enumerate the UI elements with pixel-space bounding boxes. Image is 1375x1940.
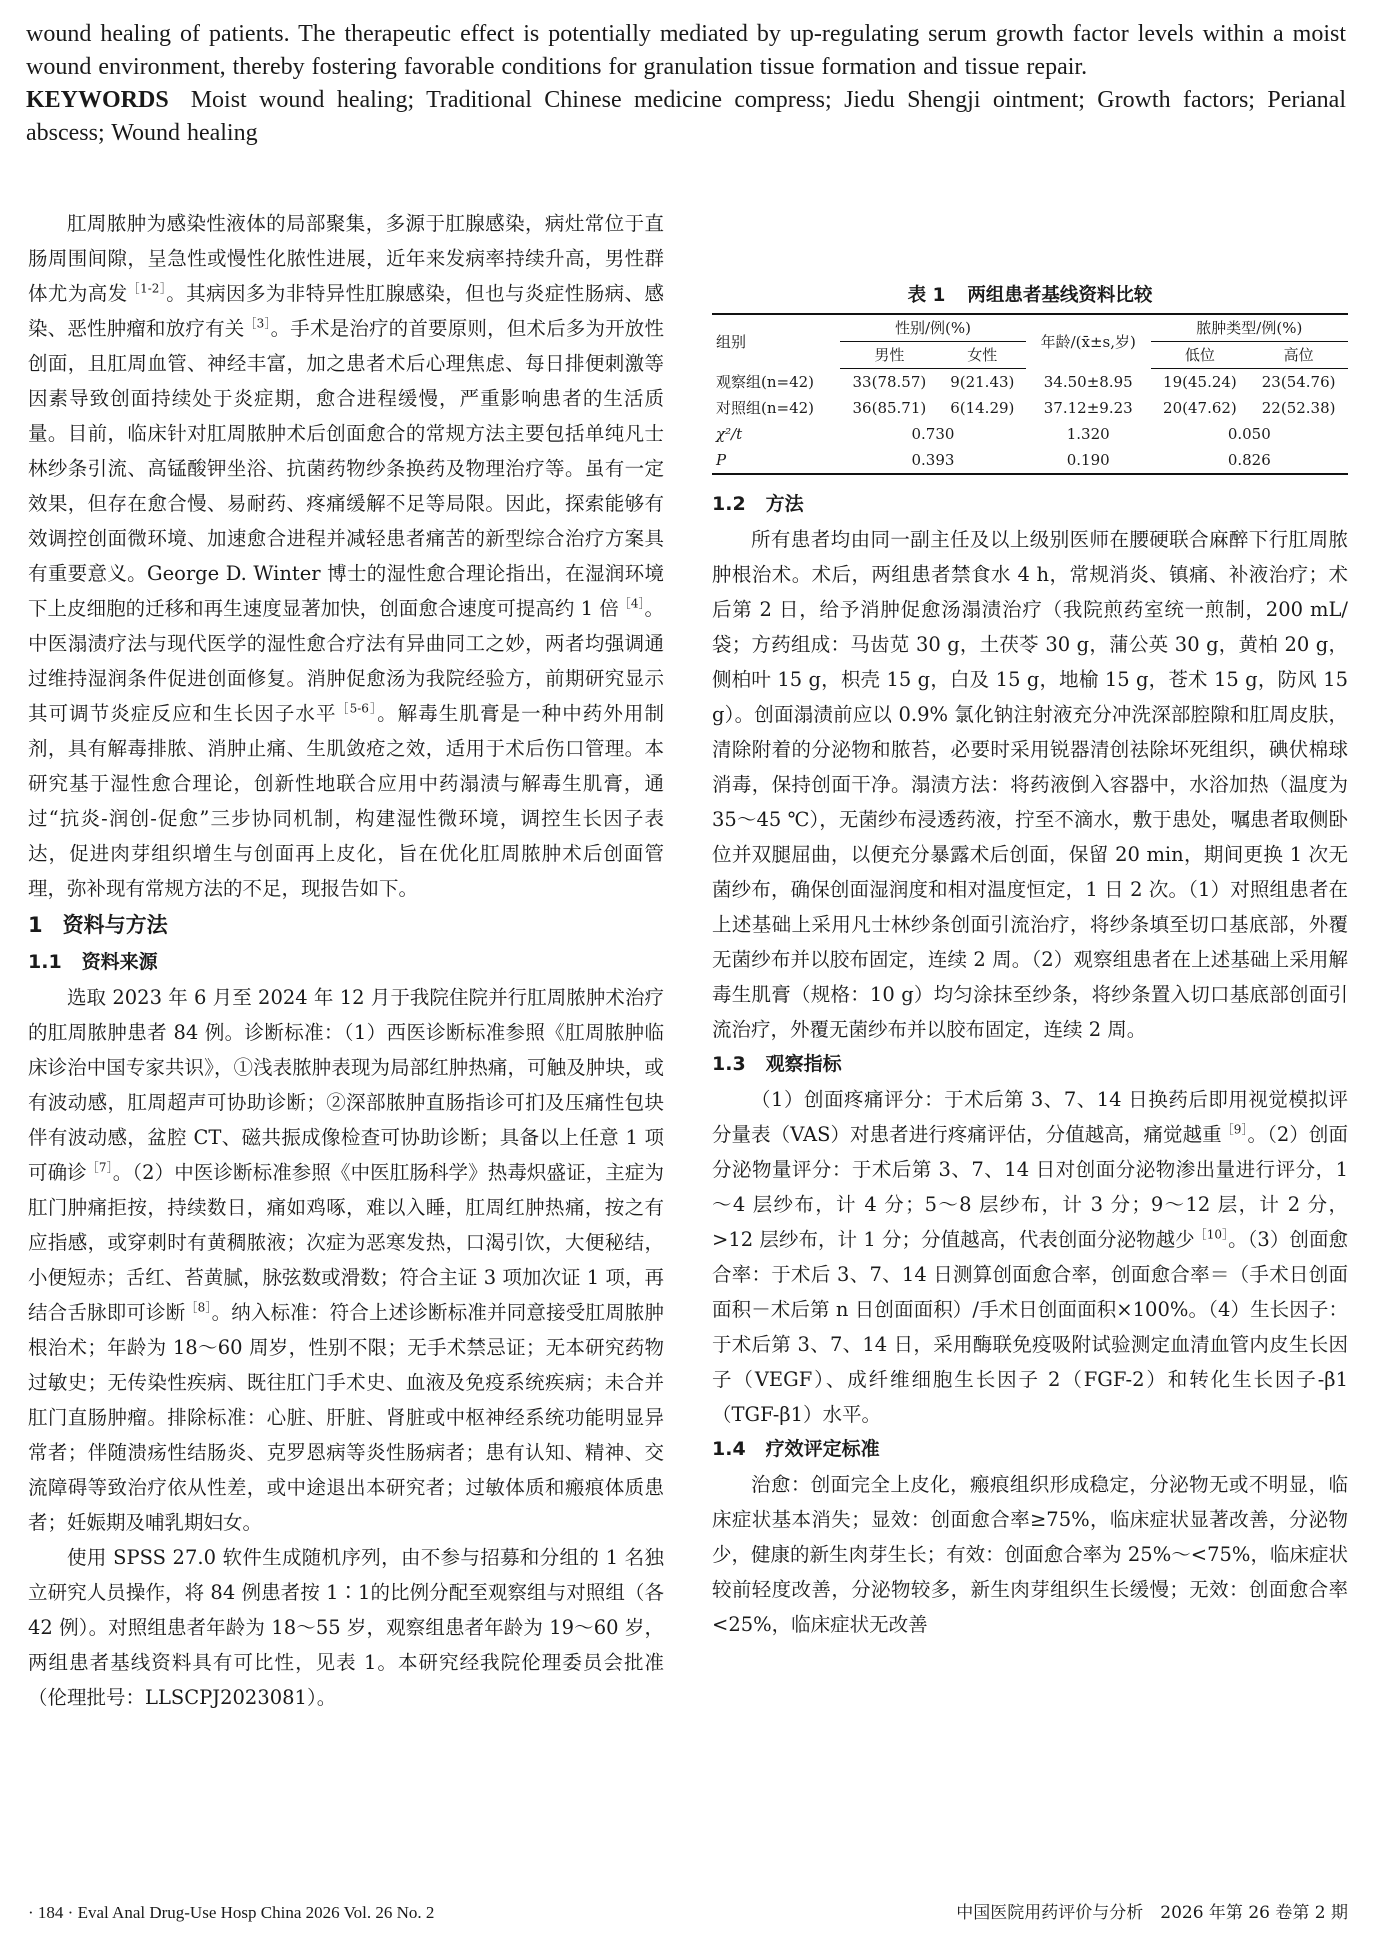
table-header-sex: 性别/例(%): [840, 314, 1026, 342]
keywords-text: Moist wound healing; Traditional Chinese medicine compress; Jiedu Shengji ointment; Growth factors; Perianal abscess; Wound healing: [26, 87, 1346, 146]
table-caption: [712, 279, 1348, 313]
subsection-heading-1-3: 1.3 观察指标: [712, 1053, 842, 1075]
citation: ［3］: [244, 316, 271, 331]
left-column: [28, 206, 664, 1715]
right-column: [712, 170, 1348, 1642]
table-row: 对照组(n=42) 36(85.71) 6(14.29) 37.12±9.23 20(47.62) 22(52.38): [716, 399, 1336, 417]
methods-paragraph: 所有患者均由同一副主任及以上级别医师在腰硬联合麻醉下行肛周脓肿根治术。术后，两组患者禁食水 4 h，常规消炎、镇痛、补液治疗；术后第 2 日，给予消肿促愈汤溻渍治疗（我院煎药室统一煎制，200 mL/袋；方药组成：马齿苋 30 g，土茯苓 30 g，蒲公英 30 g，黄柏 20 g，侧柏叶 15 g，枳壳 15 g，白及 15 g，地榆 15 g，苍术 15 g，防风 15 g）。创面溻渍前应以 0.9% 氯化钠注射液充分冲洗深部腔隙和肛周皮肤，清除附着的分泌物和脓苔，必要时采用锐器清创祛除坏死组织，碘伏棉球消毒，保持创面干净。溻渍方法：将药液倒入容器中，水浴加热（温度为 35～45 ℃），无菌纱布浸透药液，拧至不滴水，敷于患处，嘱患者取侧卧位并双腿屈曲，以便充分暴露术后创面，保留 20 min，期间更换 1 次无菌纱布，确保创面湿润度和相对温度恒定，1 日 2 次。（1）对照组患者在上述基础上采用凡士林纱条创面引流治疗，将纱条填至切口基底部，外覆无菌纱布并以胶布固定，连续 2 周。（2）观察组患者在上述基础上采用解毒生肌膏（规格：10 g）均匀涂抹至纱条，将纱条置入切口基底部创面引流治疗，外覆无菌纱布并以胶布固定，连续 2 周。: [712, 528, 1348, 1041]
citation: ［7］: [86, 1160, 113, 1175]
subsection-heading-1-4: 1.4 疗效评定标准: [712, 1438, 880, 1460]
column-continuation-space: [712, 170, 1348, 275]
english-abstract-tail: [26, 18, 1346, 150]
keywords-label: KEYWORDS: [26, 87, 169, 113]
citation: ［10］: [1194, 1227, 1229, 1242]
randomization-paragraph: 使用 SPSS 27.0 软件生成随机序列，由不参与招募和分组的 1 名独立研究人员操作，将 84 例患者按 1∶1的比例分配至观察组与对照组（各 42 例）。对照组患者年龄为 18～55 岁，观察组患者年龄为 19～60 岁，两组患者基线资料具有可比性，见表 1。本研究经我院伦理委员会批准（伦理批号：LLSCPJ2023081）。: [28, 1546, 664, 1709]
table-stat-row: χ²/t 0.730 1.320 0.050: [716, 425, 1271, 443]
subsection-heading-1-1: 1.1 资料来源: [28, 951, 158, 973]
table-header-high: 高位: [1249, 342, 1348, 369]
page-footer: [28, 1898, 1348, 1928]
abstract-continuation: wound healing of patients. The therapeutic effect is potentially mediated by up-regulating serum growth factor levels within a moist wound environment, thereby fostering favorable conditions for granulation tissue formation and tissue repair.: [26, 21, 1346, 80]
subsection-heading-1-2: 1.2 方法: [712, 493, 804, 515]
citation: ［4］: [618, 596, 645, 611]
table-header-female: 女性: [939, 342, 1026, 369]
table-header-age: 年龄/(x̄±s,岁): [1026, 314, 1151, 369]
keywords-line: [26, 84, 1346, 150]
footer-right: 中国医院用药评价与分析 2026 年第 26 卷第 2 期: [956, 1903, 1348, 1923]
table-label: 表 1: [907, 285, 946, 306]
table-p-row: P 0.393 0.190 0.826: [712, 447, 1348, 474]
table-header-male: 男性: [840, 342, 939, 369]
citation: ［5-6］: [336, 701, 378, 716]
footer-left: · 184 · Eval Anal Drug-Use Hosp China 2026 Vol. 26 No. 2: [28, 1903, 435, 1922]
citation: ［9］: [1221, 1122, 1248, 1137]
table-title: 两组患者基线资料比较: [967, 285, 1153, 306]
section-heading-1: 1 资料与方法: [28, 913, 168, 937]
table-header-group: 组别: [712, 314, 840, 369]
indicators-paragraph: （1）创面疼痛评分：于术后第 3、7、14 日换药后即用视觉模拟评分量表（VAS）对患者进行疼痛评估，分值越高，痛觉越重$^{[9]}$。（2）创面分泌物量评分：于术后第 3、7、14 日对创面分泌物渗出量进行评分，1～4 层纱布，计 4 分；5～8 层纱布，计 3 分；9～12 层，计 2 分，>12 层纱布，计 1 分；分值越高，代表创面分泌物越少$^{[10]}$。（3）创面愈合率：于术后 3、7、14 日测算创面愈合率，创面愈合率＝（手术日创面面积－术后第 n 日创面面积）/手术日创面面积×100%。（4）生长因子：于术后第 3、7、14 日，采用酶联免疫吸附试验测定血清血管内皮生长因子（VEGF）、成纤维细胞生长因子 2（FGF-2）和转化生长因子-β1（TGF-β1）水平。: [712, 1088, 1348, 1426]
intro-paragraph: 肛周脓肿为感染性液体的局部聚集，多源于肛腺感染，病灶常位于直肠周围间隙，呈急性或慢性化脓性进展，近年来发病率持续升高，男性群体尤为高发$^{[1-2]}$。其病因多为非特异性肛腺感染，但也与炎症性肠病、感染、恶性肿瘤和放疗有关$^{[3]}$。手术是治疗的首要原则，但术后多为开放性创面，且肛周血管、神经丰富，加之患者术后心理焦虑、每日排便刺激等因素导致创面持续处于炎症期，愈合进程缓慢，严重影响患者的生活质量。目前，临床针对肛周脓肿术后创面愈合的常规方法主要包括单纯凡士林纱条引流、高锰酸钾坐浴、抗菌药物纱条换药及物理治疗等。虽有一定效果，但存在愈合慢、易耐药、疼痛缓解不足等局限。因此，探索能够有效调控创面微环境、加速愈合进程并减轻患者痛苦的新型综合治疗方案具有重要意义。George D. Winter 博士的湿性愈合理论指出，在湿润环境下上皮细胞的迁移和再生速度显著加快，创面愈合速度可提高约 1 倍$^{[4]}$。中医溻渍疗法与现代医学的湿性愈合疗法有异曲同工之妙，两者均强调通过维持湿润条件促进创面修复。消肿促愈汤为我院经验方，前期研究显示其可调节炎症反应和生长因子水平$^{[5-6]}$。解毒生肌膏是一种中药外用制剂，具有解毒排脓、消肿止痛、生肌敛疮之效，适用于术后伤口管理。本研究基于湿性愈合理论，创新性地联合应用中药溻渍与解毒生肌膏，通过“抗炎-润创-促愈”三步协同机制，构建湿性微环境，调控生长因子表达，促进肉芽组织增生与创面再上皮化，旨在优化肛周脓肿术后创面管理，弥补现有常规方法的不足，现报告如下。: [28, 212, 664, 900]
citation: ［1-2］: [127, 281, 167, 296]
table-row: 观察组(n=42) 33(78.57) 9(21.43) 34.50±8.95 19(45.24) 23(54.76): [716, 372, 1336, 391]
criteria-paragraph: 治愈：创面完全上皮化，瘢痕组织形成稳定，分泌物无或不明显，临床症状基本消失；显效：创面愈合率≥75%，临床症状显著改善，分泌物少，健康的新生肉芽生长；有效：创面愈合率为 25%～<75%，临床症状较前轻度改善，分泌物较多，新生肉芽组织生长缓慢；无效：创面愈合率<25%，临床症状无改善: [712, 1473, 1348, 1636]
table-header-type: 脓肿类型/例(%): [1151, 314, 1348, 342]
materials-paragraph: 选取 2023 年 6 月至 2024 年 12 月于我院住院并行肛周脓肿术治疗的肛周脓肿患者 84 例。诊断标准：（1）西医诊断标准参照《肛周脓肿临床诊治中国专家共识》，①浅表脓肿表现为局部红肿热痛，可触及肿块，或有波动感，肛周超声可协助诊断；②深部脓肿直肠指诊可扪及压痛性包块伴有波动感，盆腔 CT、磁共振成像检查可协助诊断；具备以上任意 1 项可确诊$^{[7]}$。（2）中医诊断标准参照《中医肛肠科学》热毒炽盛证，主症为肛门肿痛拒按，持续数日，痛如鸡啄，难以入睡，肛周红肿热痛，按之有应指感，或穿刺时有黄稠脓液；次症为恶寒发热，口渴引饮，大便秘结，小便短赤；舌红、苔黄腻，脉弦数或滑数；符合主证 3 项加次证 1 项，再结合舌脉即可诊断$^{[8]}$。纳入标准：符合上述诊断标准并同意接受肛周脓肿根治术；年龄为 18～60 周岁，性别不限；无手术禁忌证；无本研究药物过敏史；无传染性疾病、既往肛门手术史、血液及免疫系统疾病；未合并肛门直肠肿瘤。排除标准：心脏、肝脏、肾脏或中枢神经系统功能明显异常者；伴随溃疡性结肠炎、克罗恩病等炎性肠病者；患有认知、精神、交流障碍等致治疗依从性差，或中途退出本研究者；过敏体质和瘢痕体质患者；妊娠期及哺乳期妇女。: [28, 986, 664, 1534]
citation: ［8］: [185, 1300, 212, 1315]
table-header-low: 低位: [1151, 342, 1250, 369]
baseline-table: [712, 313, 1348, 475]
